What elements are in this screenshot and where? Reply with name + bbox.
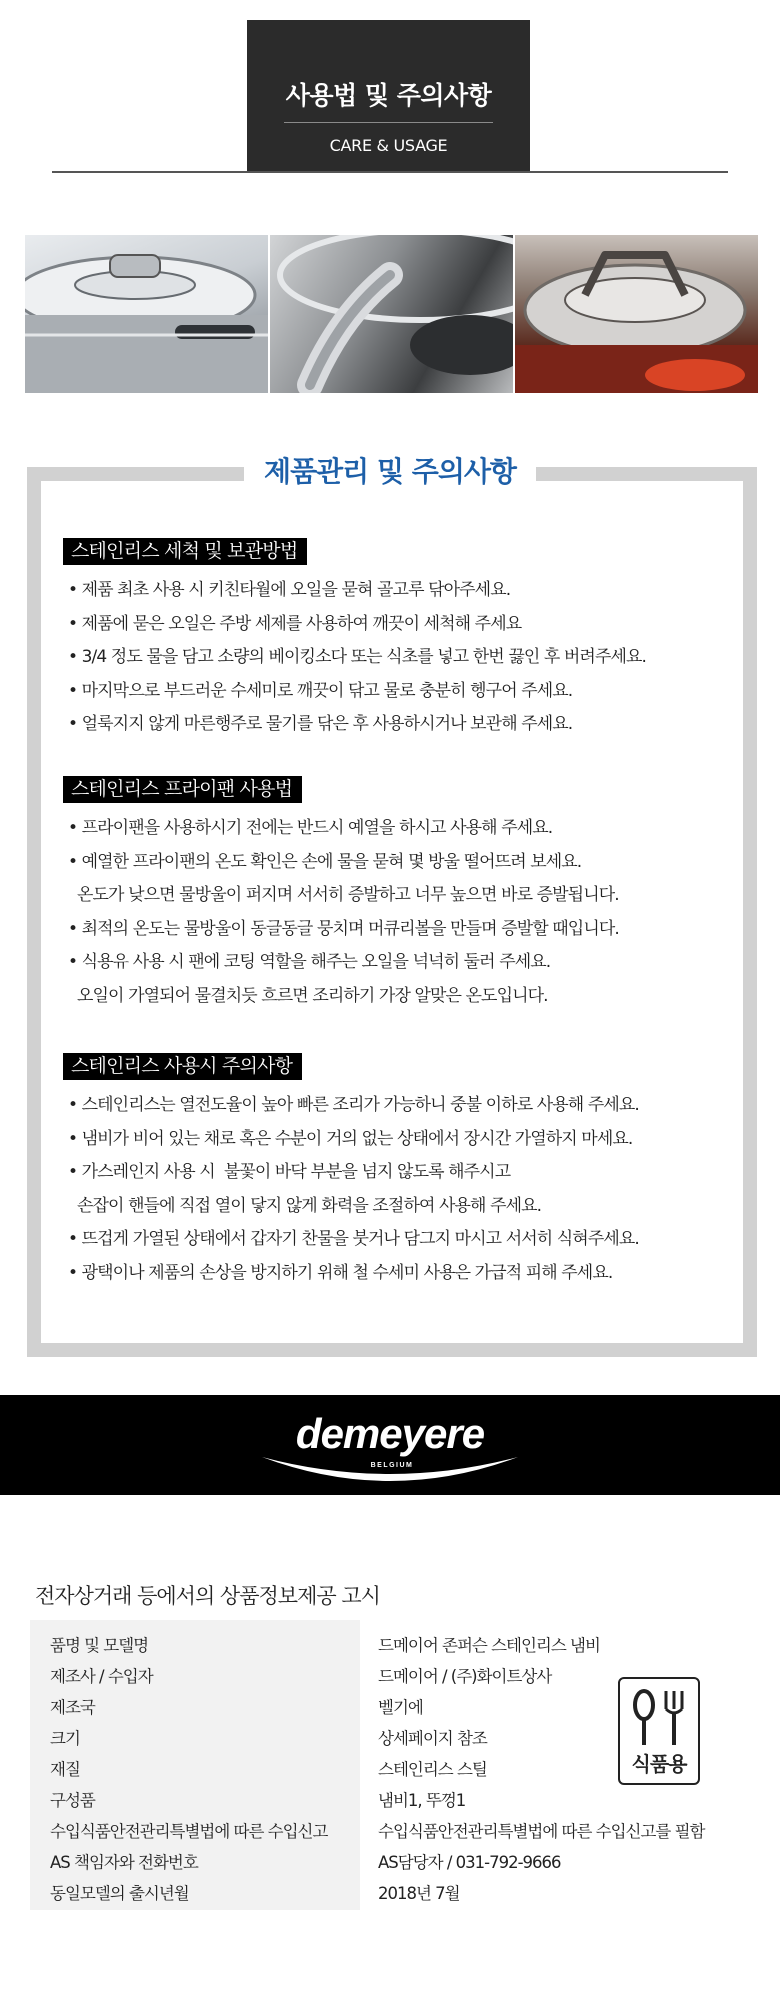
- info-value: AS담당자 / 031-792-9666: [378, 1853, 561, 1872]
- page-subtitle: CARE & USAGE: [329, 136, 448, 155]
- product-photo-pot: [515, 235, 758, 393]
- info-label: 재질: [50, 1760, 80, 1779]
- info-label: 구성품: [50, 1791, 95, 1810]
- info-value: 드메이어 / (주)화이트상사: [378, 1667, 552, 1686]
- info-value: 스테인리스 스틸: [378, 1760, 487, 1779]
- header-divider: [284, 122, 493, 123]
- caution-list: [68, 1089, 639, 1290]
- product-photo-handle: [270, 235, 513, 393]
- list-item: • 얼룩지지 않게 마른행주로 물기를 닦은 후 사용하시거나 보관해 주세요.: [68, 714, 573, 734]
- info-label: 수입식품안전관리특별법에 따른 수입신고: [50, 1822, 328, 1841]
- list-item: • 예열한 프라이팬의 온도 확인은 손에 물을 묻혀 몇 방울 떨어뜨려 보세요.: [68, 851, 582, 872]
- list-item: • 스테인리스는 열전도율이 높아 빠른 조리가 가능하니 중불 이하로 사용해 주세요.: [68, 1095, 639, 1115]
- brand-tagline: BELGIUM: [370, 1462, 414, 1469]
- list-item: • 프라이팬을 사용하시기 전에는 반드시 예열을 하시고 사용해 주세요.: [68, 818, 553, 838]
- section-heading-cleaning: 스테인리스 세척 및 보관방법: [63, 538, 307, 565]
- cleaning-list: [68, 574, 646, 742]
- info-value: 2018년 7월: [378, 1884, 460, 1903]
- brand-logo: demeyere: [295, 1410, 485, 1457]
- product-photo-lid: [25, 235, 268, 393]
- list-item: 온도가 낮으면 물방울이 퍼지며 서서히 증발하고 너무 높으면 바로 증발됩니다.: [68, 885, 619, 905]
- info-value: 드메이어 존퍼슨 스테인리스 냄비: [378, 1636, 600, 1655]
- list-item: • 광택이나 제품의 손상을 방지하기 위해 철 수세미 사용은 가급적 피해 주세요.: [68, 1262, 613, 1283]
- list-item: • 제품에 묻은 오일은 주방 세제를 사용하여 깨끗이 세척해 주세요: [68, 613, 522, 634]
- header-rule: [52, 171, 728, 173]
- list-item: • 최적의 온도는 물방울이 동글동글 뭉치며 머큐리볼을 만들며 증발할 때입니다.: [68, 918, 619, 939]
- care-title: 제품관리 및 주의사항: [264, 455, 516, 488]
- list-item: • 냄비가 비어 있는 채로 혹은 수분이 거의 없는 상태에서 장시간 가열하지 마세요.: [68, 1128, 633, 1149]
- header-block: [247, 20, 530, 172]
- brand-banner: [0, 1395, 780, 1495]
- info-title: 전자상거래 등에서의 상품정보제공 고시: [35, 1584, 380, 1608]
- list-item: 오일이 가열되어 물결치듯 흐르면 조리하기 가장 알맞은 온도입니다.: [68, 985, 548, 1006]
- info-label: 동일모델의 출시년월: [50, 1884, 189, 1903]
- list-item: • 뜨겁게 가열된 상태에서 갑자기 찬물을 붓거나 담그지 마시고 서서히 식혀주세요.: [68, 1229, 639, 1249]
- food-mark-label: 식품용: [631, 1752, 687, 1776]
- info-value: 냄비1, 뚜껑1: [378, 1791, 466, 1810]
- utensils-icon: [620, 1683, 698, 1753]
- care-title-wrap: [244, 448, 536, 498]
- info-value: 상세페이지 참조: [378, 1729, 487, 1748]
- list-item: • 3/4 정도 물을 담고 소량의 베이킹소다 또는 식초를 넣고 한번 끓인 후 버려주세요.: [68, 647, 647, 667]
- list-item: 손잡이 핸들에 직접 열이 닿지 않게 화력을 조절하여 사용해 주세요.: [68, 1195, 542, 1216]
- list-item: • 식용유 사용 시 팬에 코팅 역할을 해주는 오일을 넉넉히 둘러 주세요.: [68, 952, 551, 972]
- frypan-list: [68, 812, 619, 1013]
- info-value: 수입식품안전관리특별법에 따른 수입신고를 필함: [378, 1822, 705, 1841]
- info-value: 벨기에: [378, 1698, 423, 1717]
- info-label: 제조국: [50, 1698, 95, 1717]
- section-heading-frypan: 스테인리스 프라이팬 사용법: [63, 776, 302, 803]
- page-title: 사용법 및 주의사항: [285, 81, 492, 110]
- list-item: • 마지막으로 부드러운 수세미로 깨끗이 닦고 물로 충분히 헹구어 주세요.: [68, 680, 573, 701]
- info-label: 크기: [50, 1729, 80, 1748]
- info-label: AS 책임자와 전화번호: [50, 1853, 198, 1872]
- list-item: • 제품 최초 사용 시 키친타월에 오일을 묻혀 골고루 닦아주세요.: [68, 580, 511, 600]
- section-heading-caution: 스테인리스 사용시 주의사항: [63, 1053, 302, 1080]
- food-safe-mark: [618, 1677, 700, 1785]
- info-label: 제조사 / 수입자: [50, 1667, 153, 1686]
- list-item: • 가스레인지 사용 시 불꽃이 바닥 부분을 넘지 않도록 해주시고: [68, 1162, 511, 1182]
- info-label: 품명 및 모델명: [50, 1636, 149, 1655]
